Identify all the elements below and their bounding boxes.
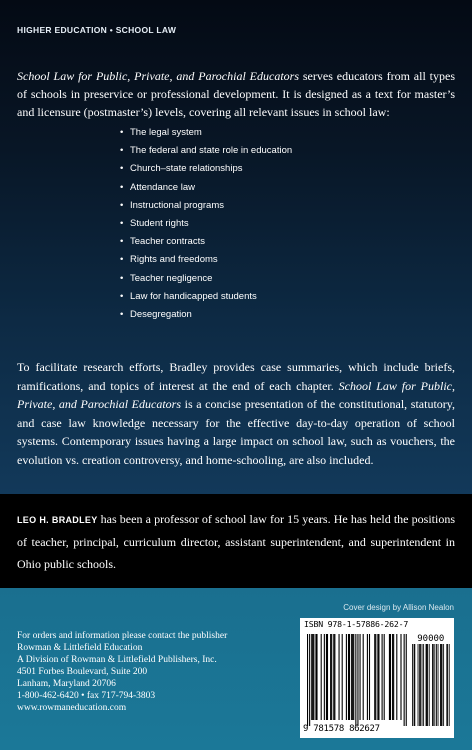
barcode-bar [307, 634, 308, 726]
bullet-icon: • [120, 145, 124, 157]
addon-bar [432, 644, 433, 726]
isbn-barcode [300, 618, 454, 738]
intro-text: serves educators from all types of schools in preservice or professional development. It is designed as a text for master’s and licensure (postmaster’s) levels, covering all relevant issues in school law: [17, 69, 455, 120]
book-title-inline: School Law for Public, Private, and Parochial Educators [17, 378, 456, 412]
barcode-bar [312, 634, 313, 720]
author-name: LEO H. BRADLEY [17, 515, 98, 525]
barcode-bar [400, 634, 401, 720]
topic-item [120, 160, 292, 178]
addon-bar [434, 644, 435, 726]
topic-label: Rights and freedoms [130, 254, 218, 266]
contact-line: Lanham, Maryland 20706 [17, 679, 116, 689]
addon-bar [420, 644, 421, 726]
barcode-bar [355, 634, 356, 726]
barcode-bar [333, 634, 334, 720]
publisher-contact [17, 630, 227, 714]
topic-label: Desegregation [130, 308, 192, 320]
barcode-bar [326, 634, 327, 720]
addon-bar [423, 644, 424, 726]
contact-line: A Division of Rowman & Littlefield Publishers, Inc. [17, 655, 217, 665]
contact-line: For orders and information please contact the publisher [17, 631, 228, 641]
barcode-bar [390, 634, 391, 720]
barcode-bar [384, 634, 385, 720]
topic-label: The legal system [130, 127, 202, 138]
research-text-2: is a concise presentation of the constitutional, statutory, and case law knowledge necessary for the effective day-to-day operation of school systems. Contemporary issues having a large impact on school law, such as vouchers, the evolution vs. creation controversy, and home-schooling, are also included. [17, 397, 456, 467]
bullet-icon: • [120, 217, 124, 229]
bullet-icon: • [120, 127, 124, 138]
publisher-band [0, 588, 472, 750]
addon-bar [418, 644, 419, 726]
barcode-bar [339, 634, 340, 720]
topic-item [120, 142, 292, 160]
topic-item [120, 288, 292, 306]
topic-item [120, 251, 292, 269]
barcode-bar [367, 634, 368, 720]
addon-bar [442, 644, 443, 726]
barcode-bar [392, 634, 393, 720]
barcode-bar [321, 634, 322, 720]
bullet-icon: • [120, 163, 124, 175]
barcode-bar [353, 634, 354, 720]
intro-paragraph [17, 67, 455, 122]
topic-label: Law for handicapped students [130, 290, 257, 302]
addon-bar [427, 644, 428, 726]
barcode-bar [313, 634, 314, 720]
barcode-bar [393, 634, 394, 720]
research-text-1: To facilitate research efforts, Bradley provides case summaries, which include briefs, ramifications, and topics of interest at the end of each chapter. [17, 360, 455, 393]
barcode-bar [331, 634, 332, 720]
bullet-icon: • [120, 272, 124, 284]
barcode-bar [316, 634, 317, 720]
addon-bar [449, 644, 450, 726]
barcode-bar [342, 634, 343, 720]
barcode-bar [360, 634, 361, 720]
website-line: www.rowmaneducation.com [17, 703, 127, 713]
addon-bar [414, 644, 415, 726]
topic-item [120, 215, 292, 233]
cover-credit: Cover design by Allison Nealon [343, 603, 454, 612]
barcode-bar [357, 634, 358, 726]
addon-bar [412, 644, 413, 726]
addon-bar [426, 644, 427, 726]
addon-bar [429, 644, 430, 726]
bullet-icon: • [120, 236, 124, 248]
price-code: 90000 [417, 634, 445, 644]
barcode-bar [363, 634, 364, 720]
topic-item [120, 197, 292, 215]
addon-bar [438, 644, 439, 726]
topic-item [120, 233, 292, 251]
contact-line: Rowman & Littlefield Education [17, 643, 143, 653]
barcode-bar [348, 634, 349, 720]
barcode-bar [309, 634, 310, 726]
topic-list [120, 124, 292, 324]
author-bio [17, 508, 455, 575]
topic-label: Church–state relationships [130, 163, 243, 175]
addon-bar [422, 644, 423, 726]
barcode-bar [374, 634, 375, 720]
topic-label: Teacher contracts [130, 236, 205, 248]
topic-item [120, 179, 292, 197]
bullet-icon: • [120, 254, 124, 266]
author-bio-text: has been a professor of school law for 15 years. He has held the positions of teacher, principal, curriculum director, assistant superintendent, and superintendent in Ohio public schools. [17, 512, 455, 571]
addon-bar [436, 644, 437, 726]
barcode-bar [377, 634, 378, 720]
isbn-label: ISBN 978-1-57886-262-7 [304, 619, 409, 629]
research-paragraph [17, 358, 455, 470]
bullet-icon: • [120, 308, 124, 320]
barcode-bar [406, 634, 407, 726]
topic-label: Attendance law [130, 181, 195, 193]
barcode-bar [352, 634, 353, 720]
addon-bar [446, 644, 447, 726]
barcode-bar [351, 634, 352, 720]
barcode-bar [396, 634, 397, 720]
barcode-bar [382, 634, 383, 720]
addon-bar [433, 644, 434, 726]
barcode-bar [369, 634, 370, 720]
barcode-digits: 9 781578 862627 [303, 724, 380, 734]
bullet-icon: • [120, 181, 124, 193]
barcode-bar [389, 634, 390, 720]
addon-bar [419, 644, 420, 726]
bullet-icon: • [120, 290, 124, 302]
author-band [0, 494, 472, 588]
topic-item [120, 124, 292, 142]
addon-bar [443, 644, 444, 726]
barcode-bar [327, 634, 328, 720]
barcode-bar [315, 634, 316, 720]
contact-line: 4501 Forbes Boulevard, Suite 200 [17, 667, 148, 677]
addon-bar [441, 644, 442, 726]
barcode-bar [375, 634, 376, 720]
barcode-bar [378, 634, 379, 720]
addon-bar [440, 644, 441, 726]
barcode-bar [349, 634, 350, 720]
topic-label: The federal and state role in education [130, 145, 293, 157]
topic-label: Teacher negligence [130, 272, 213, 284]
contact-line: 1-800-462-6420 • fax 717-794-3803 [17, 691, 156, 701]
barcode-bar [324, 634, 325, 720]
addon-bar [447, 644, 448, 726]
bullet-icon: • [120, 199, 124, 211]
barcode-bar [346, 634, 347, 720]
series-label: HIGHER EDUCATION • SCHOOL LAW [17, 25, 177, 35]
barcode-bar [334, 634, 335, 720]
topic-label: Instructional programs [130, 199, 224, 211]
barcode-bars [300, 618, 454, 738]
topic-item [120, 306, 292, 324]
topic-item [120, 270, 292, 288]
barcode-bar [404, 634, 405, 726]
barcode-bar [311, 634, 312, 720]
book-title: School Law for Public, Private, and Parochial Educators [17, 69, 299, 83]
addon-bar [414, 644, 415, 726]
addon-bar [426, 644, 427, 726]
topic-label: Student rights [130, 217, 189, 229]
barcode-bar [330, 634, 331, 720]
